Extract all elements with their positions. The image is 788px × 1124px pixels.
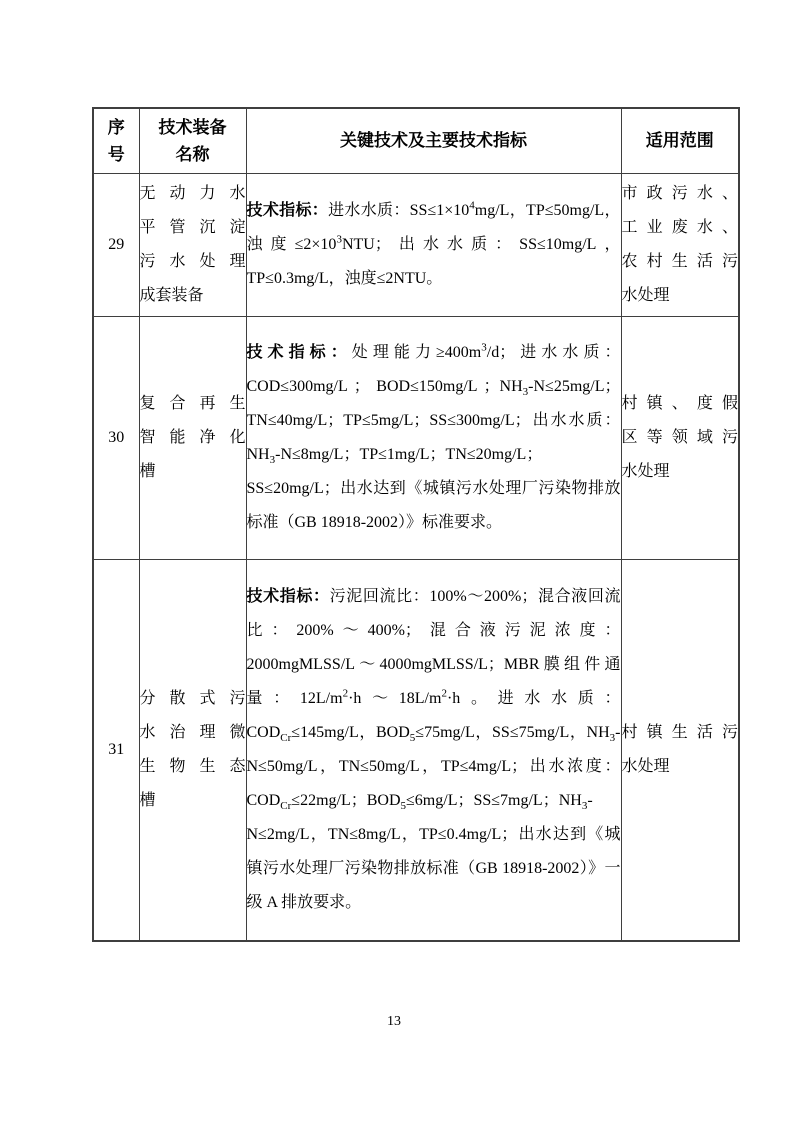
spec-table: [92, 107, 740, 942]
equipment-name: 分散式污 水治理微 生物生态 槽: [139, 559, 246, 941]
header-col-indicators: 关键技术及主要技术指标: [246, 108, 621, 173]
technical-indicators: 技术指标：污泥回流比：100%～200%；混合液回流比：200%～400%；混合液污泥浓度：2000mgMLSS/L～4000mgMLSS/L；MBR膜组件通量：$12L/m^2\cdot h\sim 18L/m^2\cdot h$。进水水质：$COD_{Cr}\le 145mg/L$，$BOD_5\le 75mg/L$，SS≤75mg/L，$NH_3-N\le 50mg/L$，TN≤50mg/L，TP≤4mg/L；出水浓度：$COD_{Cr}\le 22mg/L$；$BOD_5\le 6mg/L$；SS≤7mg/L；$NH_3-N\le 2mg/L$，TN≤8mg/L，TP≤0.4mg/L；出水达到《城镇污水处理厂污染物排放标准（GB 18918-2002）》一级 A 排放要求。: [246, 559, 621, 941]
technical-indicators: 技术指标：进水水质：$SS\le 1\times 10^4mg/L$，TP≤50mg/L，浊度$\le 2\times 10^3NTU$；出水水质：SS≤10mg/L，TP≤0.3mg/L，浊度≤2NTU。: [246, 173, 621, 316]
header-col-scope: 适用范围: [621, 108, 739, 173]
header-col-no: 序 号: [93, 108, 139, 173]
table-row-31: [93, 559, 739, 941]
equipment-name: 无动力水 平管沉淀 污水处理 成套装备: [139, 173, 246, 316]
row-no: 31: [93, 559, 139, 941]
equipment-name: 复合再生 智能净化 槽: [139, 316, 246, 559]
header-col-name: 技术装备 名称: [139, 108, 246, 173]
header-row: [93, 108, 739, 173]
application-scope: 村镇、度假 区等领域污 水处理: [621, 316, 739, 559]
table-row-29: [93, 173, 739, 316]
page-number: 13: [387, 1014, 401, 1029]
application-scope: 市政污水、 工业废水、 农村生活污 水处理: [621, 173, 739, 316]
table-row-30: [93, 316, 739, 559]
technical-indicators: 技术指标：处理能力$\ge 400m^3/d$；进水水质：COD≤300mg/L ； BOD≤150mg/L ；$NH_3-N\le 25mg/L$；TN≤40mg/L；TP≤5mg/L；SS≤300mg/L；出水水质：$NH_3-N\le 8mg/L$；TP≤1mg/L；TN≤20mg/L；SS≤20mg/L；出水达到《城镇污水处理厂污染物排放标准（GB 18918-2002）》标准要求。: [246, 316, 621, 559]
application-scope: 村镇生活污 水处理: [621, 559, 739, 941]
row-no: 29: [93, 173, 139, 316]
row-no: 30: [93, 316, 139, 559]
